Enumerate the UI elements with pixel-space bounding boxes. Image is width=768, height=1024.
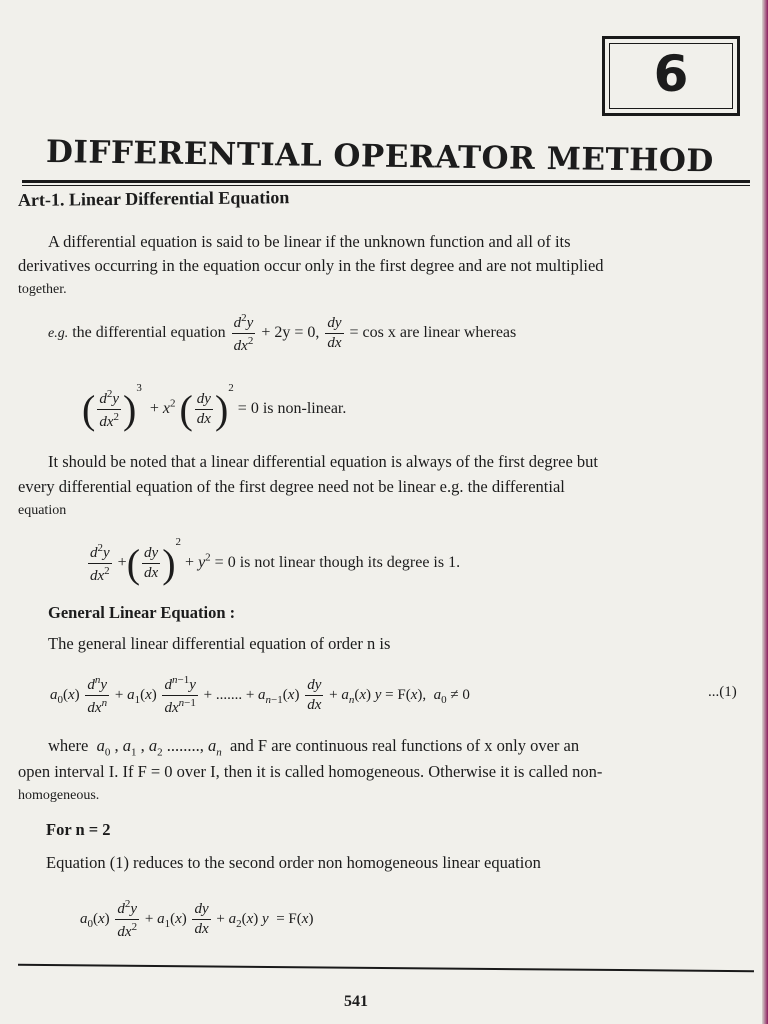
chapter-number: 6 bbox=[653, 45, 689, 103]
where-line-3: homogeneous. bbox=[18, 788, 100, 803]
page-edge bbox=[762, 0, 768, 1024]
where-line-1: where $a_0$ , $a_1$ , $a_2$ ........, $a_n$ and F are continuous real functions of x only over an bbox=[48, 736, 580, 759]
fraction-d2y-dx2: $\frac{d^2y}{dx^2}$ bbox=[233, 312, 254, 354]
definition-line-2: derivatives occurring in the equation occur only in the first degree and are not multiplied bbox=[18, 256, 604, 275]
general-intro: The general linear differential equation of order n is bbox=[48, 634, 391, 653]
example-line bbox=[48, 312, 516, 355]
example-prefix: e.g. bbox=[48, 326, 69, 342]
note-line-2: every differential equation of the first degree need not be linear e.g. the differential bbox=[18, 477, 565, 496]
nonlinear-equation: ( $\frac{d^2y}{dx^2}$ )$^3 + x^2$ ( $\frac{dy}{dx}$ )$^2$ = 0 is non-linear. bbox=[82, 382, 347, 432]
equation-reference: ...(1) bbox=[708, 684, 737, 700]
section-heading: Art-1. Linear Differential Equation bbox=[17, 187, 290, 210]
general-equation: $a_0(x)$ $\frac{d^ny}{dx^n}$ + $a_1(x)$ $\frac{d^{n-1}y}{dx^{n-1}}$ + ....... + $a_{n-1}(x)$ $\frac{dy}{dx}$ + $a_n(x) y = F(x)$, $a_0 \ne 0$ bbox=[50, 674, 470, 716]
example-text: the differential equation bbox=[72, 324, 226, 342]
title-rule-thick bbox=[22, 180, 750, 183]
general-heading: General Linear Equation : bbox=[48, 603, 236, 622]
definition-line-1: A differential equation is said to be linear if the unknown function and all of its bbox=[48, 232, 571, 251]
chapter-title: DIFFERENTIAL OPERATOR METHOD bbox=[45, 134, 715, 180]
example-eq-mid: + 2y = 0, bbox=[261, 324, 320, 342]
page-number: 541 bbox=[344, 993, 368, 1010]
degree-example-tail: = 0 is not linear though its degree is 1. bbox=[214, 554, 461, 571]
degree-example-equation: $\frac{d^2y}{dx^2}$ +( $\frac{dy}{dx}$ )$^2 + y^2 = 0$ is not linear though its degree is 1. bbox=[90, 536, 461, 586]
footer-rule bbox=[18, 964, 754, 972]
case-n2-heading: For n = 2 bbox=[46, 820, 111, 839]
where-line-1-text: and F are continuous real functions of x only over an bbox=[229, 736, 580, 755]
fraction-dy-dx: $\frac{dy}{dx}$ bbox=[327, 315, 342, 351]
chapter-number-box bbox=[602, 36, 740, 116]
note-line-3: equation bbox=[18, 503, 67, 518]
definition-line-3: together. bbox=[18, 282, 67, 297]
second-order-equation: $a_0(x)$ $\frac{d^2y}{dx^2}$ + $a_1(x)$ $\frac{dy}{dx}$ + $a_2(x) y = F(x)$ bbox=[80, 898, 314, 940]
where-line-2: open interval I. If F = 0 over I, then it is called homogeneous. Otherwise it is called non- bbox=[18, 762, 603, 781]
case-n2-text: Equation (1) reduces to the second order non homogeneous linear equation bbox=[46, 853, 541, 872]
note-line-1: It should be noted that a linear differential equation is always of the first degree but bbox=[48, 452, 598, 471]
example-eq-tail: = cos x are linear whereas bbox=[349, 324, 517, 342]
title-rule-thin bbox=[22, 185, 750, 186]
nonlinear-tail: = 0 is non-linear. bbox=[237, 400, 347, 417]
